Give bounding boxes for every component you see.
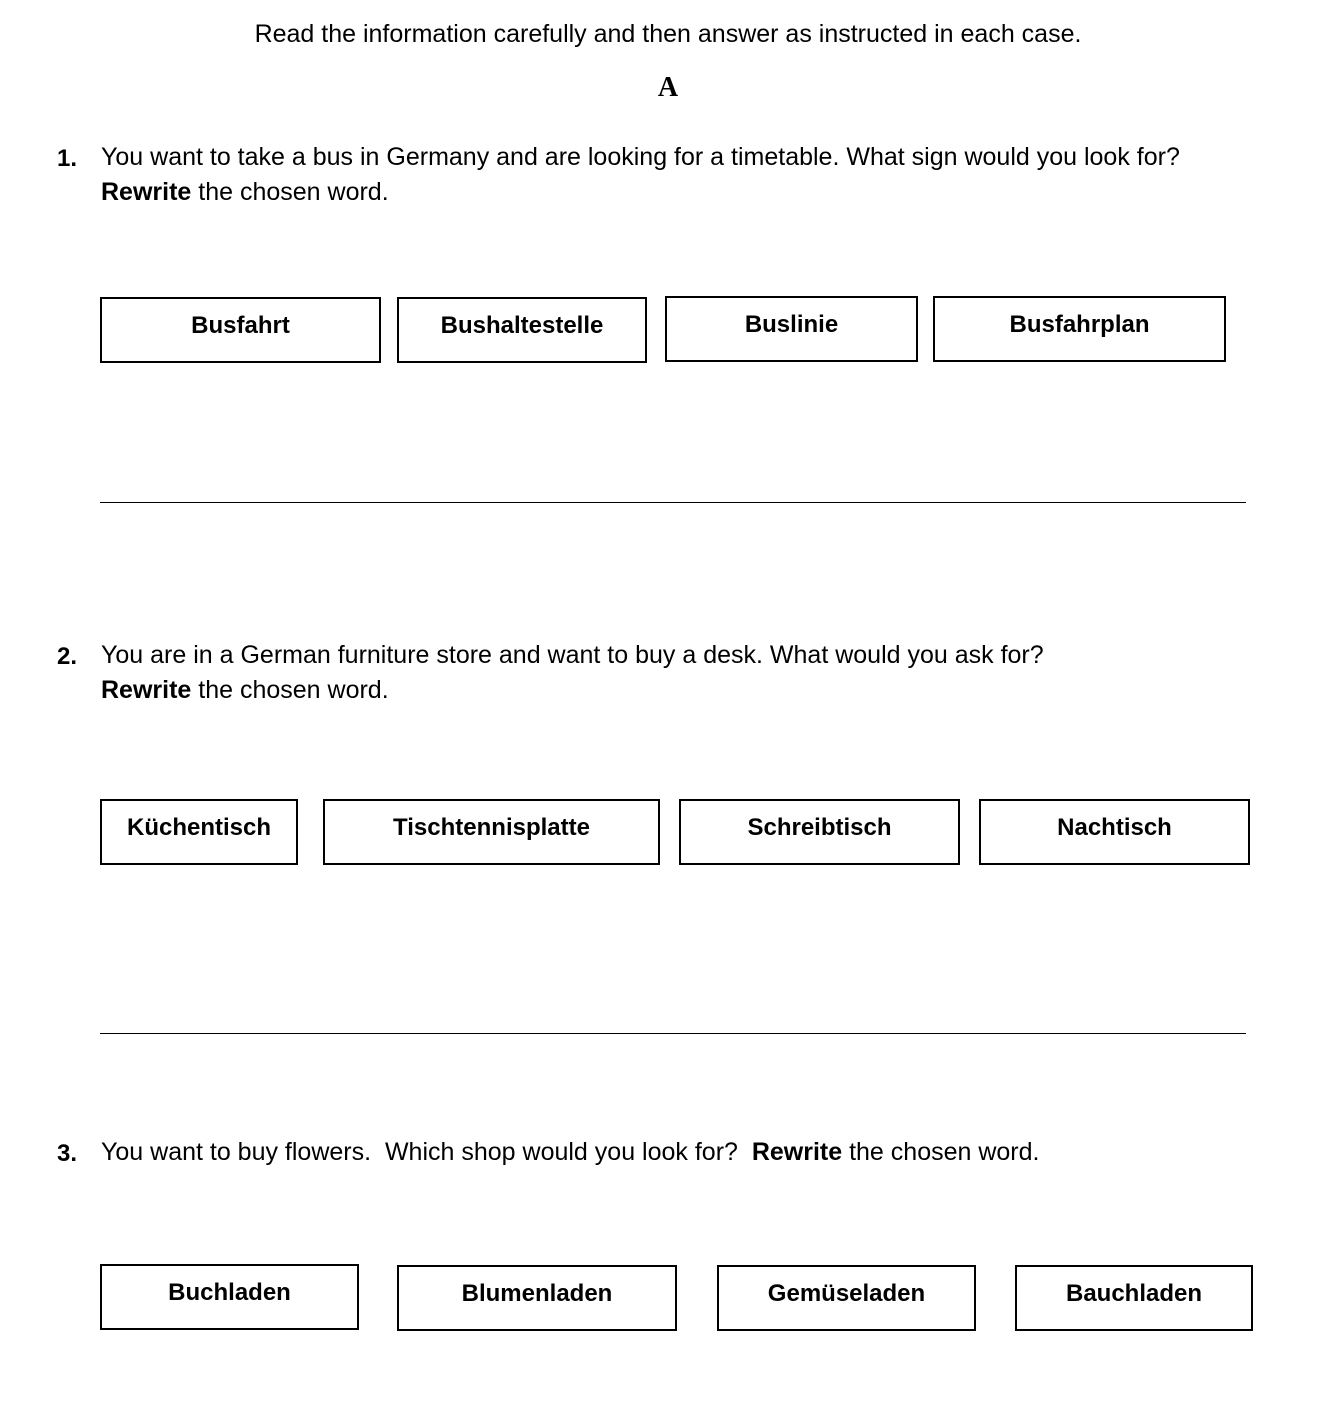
question-2-answer-line[interactable]	[100, 1033, 1246, 1034]
question-3-option-4[interactable]: Bauchladen	[1015, 1265, 1253, 1331]
question-1-option-3[interactable]: Buslinie	[665, 296, 918, 362]
question-3-instruction: the chosen word.	[842, 1138, 1040, 1166]
question-1-text	[101, 140, 1180, 210]
question-2-prompt: You are in a German furniture store and want to buy a desk. What would you ask for?	[101, 641, 1044, 669]
section-heading: A	[657, 72, 679, 103]
question-2-option-4[interactable]: Nachtisch	[979, 799, 1250, 865]
question-1-instruction: the chosen word.	[191, 178, 389, 206]
question-3-option-3[interactable]: Gemüseladen	[717, 1265, 976, 1331]
question-1-number: 1.	[57, 145, 78, 172]
instructions: Read the information carefully and then answer as instructed in each case.	[254, 20, 1082, 48]
question-2-text	[101, 638, 1044, 708]
question-2-option-2[interactable]: Tischtennisplatte	[323, 799, 660, 865]
question-1-rewrite: Rewrite	[101, 178, 192, 206]
question-2-option-3[interactable]: Schreibtisch	[679, 799, 960, 865]
question-3-number: 3.	[57, 1140, 78, 1167]
question-3-option-1[interactable]: Buchladen	[100, 1264, 359, 1330]
question-2-number: 2.	[57, 643, 78, 670]
question-2-instruction: the chosen word.	[191, 676, 389, 704]
question-1-prompt: You want to take a bus in Germany and are looking for a timetable. What sign would you look for?	[101, 143, 1180, 171]
question-1-option-1[interactable]: Busfahrt	[100, 297, 381, 363]
question-3-option-2[interactable]: Blumenladen	[397, 1265, 677, 1331]
question-2-rewrite: Rewrite	[101, 676, 192, 704]
question-2-option-1[interactable]: Küchentisch	[100, 799, 298, 865]
question-1-option-4[interactable]: Busfahrplan	[933, 296, 1226, 362]
question-3-prompt: You want to buy flowers. Which shop would you look for?	[101, 1138, 752, 1166]
question-3-rewrite: Rewrite	[751, 1138, 843, 1166]
question-1-option-2[interactable]: Bushaltestelle	[397, 297, 647, 363]
question-1-answer-line[interactable]	[100, 502, 1246, 503]
question-3-text	[101, 1135, 1039, 1170]
